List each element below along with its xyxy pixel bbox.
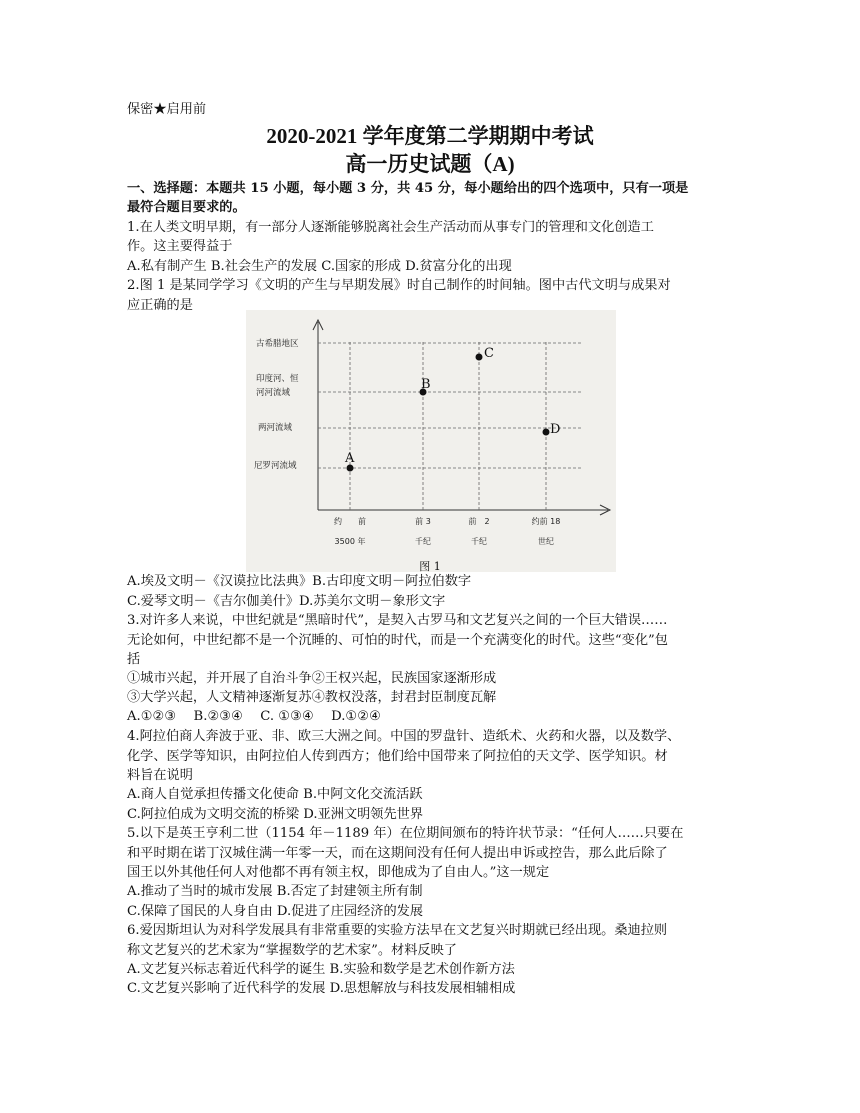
point-c <box>476 354 483 361</box>
x-label-top-3: 前 2 <box>468 517 490 526</box>
x-label-bottom-3: 千纪 <box>471 537 487 546</box>
q2-options-line1: A.埃及文明－《汉谟拉比法典》B.古印度文明－阿拉伯数字 <box>127 574 472 589</box>
point-label-a: A <box>345 451 355 466</box>
q5-stem-line3: 国王以外其他任何人对他都不再有领主权，即他成为了自由人。”这一规定 <box>127 865 550 880</box>
section-heading-line1: 一、选择题：本题共 15 小题，每小题 3 分，共 45 分，每小题给出的四个选项中，只有一项是 <box>127 181 689 196</box>
x-label-bottom-1: 3500 年 <box>334 537 366 546</box>
q3-stem-line3: 括 <box>127 652 141 667</box>
q5-options-line2: C.保障了国民的人身自由 D.促进了庄园经济的发展 <box>127 904 424 919</box>
timeline-figure <box>246 310 616 572</box>
point-label-c: C <box>484 346 494 361</box>
x-label-top-1: 约 前 <box>334 517 366 526</box>
q3-item-line1: ①城市兴起，并开展了自治斗争②王权兴起，民族国家逐渐形成 <box>127 671 497 686</box>
q3-stem-line1: 3.对许多人来说，中世纪就是“黑暗时代”，是契入古罗马和文艺复兴之间的一个巨大错误…… <box>127 613 668 628</box>
exam-title: 2020-2021 学年度第二学期期中考试 <box>266 124 594 148</box>
x-label-bottom-4: 世纪 <box>538 537 554 546</box>
x-label-top-4: 约前 18 <box>531 517 561 526</box>
q1-stem-line2: 作。这主要得益于 <box>127 239 233 254</box>
q2-stem-line2: 应正确的是 <box>127 298 193 313</box>
exam-subtitle: 高一历史试题（A) <box>345 152 515 176</box>
y-label-indus-1: 印度河、恒 <box>256 374 299 384</box>
q6-options-line2: C.文艺复兴影响了近代科学的发展 D.思想解放与科技发展相辅相成 <box>127 981 516 996</box>
q2-options-line2: C.爱琴文明－《吉尔伽美什》D.苏美尔文明－象形文字 <box>127 594 446 609</box>
q6-stem-line2: 称文艺复兴的艺术家为“掌握数学的艺术家”。材料反映了 <box>127 943 457 958</box>
confidential-label: 保密★启用前 <box>127 102 207 117</box>
q5-stem-line1: 5.以下是英王亨利二世（1154 年－1189 年）在位期间颁布的特许状节录：“任何人……只要在 <box>127 826 684 841</box>
q6-stem-line1: 6.爱因斯坦认为对科学发展具有非常重要的实验方法早在文艺复兴时期就已经出现。桑迪拉则 <box>127 923 668 938</box>
q6-options-line1: A.文艺复兴标志着近代科学的诞生 B.实验和数学是艺术创作新方法 <box>127 962 515 977</box>
point-label-b: B <box>421 377 431 392</box>
q5-options-line1: A.推动了当时的城市发展 B.否定了封建领主所有制 <box>127 884 423 899</box>
x-label-bottom-2: 千纪 <box>415 537 431 546</box>
q4-stem-line1: 4.阿拉伯商人奔波于亚、非、欧三大洲之间。中国的罗盘针、造纸术、火药和火器，以及数学、 <box>127 729 681 744</box>
x-label-top-2: 前 3 <box>415 517 431 526</box>
q5-stem-line2: 和平时期在诺丁汉城住满一年零一天，而在这期间没有任何人提出申诉或控告，那么此后除了 <box>127 846 668 861</box>
y-label-greece: 古希腊地区 <box>256 339 299 349</box>
q3-stem-line2: 无论如何，中世纪都不是一个沉睡的、可怕的时代，而是一个充满变化的时代。这些“变化”包 <box>127 633 668 648</box>
y-label-nile: 尼罗河流域 <box>254 461 297 471</box>
q3-item-line2: ③大学兴起，人文精神逐渐复苏④教权没落，封君封臣制度瓦解 <box>127 690 497 705</box>
q4-options-line1: A.商人自觉承担传播文化使命 B.中阿文化交流活跃 <box>127 787 423 802</box>
q1-stem-line1: 1.在人类文明早期，有一部分人逐渐能够脱离社会生产活动而从事专门的管理和文化创造工 <box>127 220 654 235</box>
q4-options-line2: C.阿拉伯成为文明交流的桥梁 D.亚洲文明领先世界 <box>127 807 424 822</box>
timeline-chart <box>246 310 616 572</box>
q2-stem-line1: 2.图 1 是某同学学习《文明的产生与早期发展》时自己制作的时间轴。图中古代文明与成果对 <box>127 278 671 293</box>
y-label-mesopotamia: 两河流域 <box>258 423 293 433</box>
q4-stem-line2: 化学、医学等知识，由阿拉伯人传到西方；他们给中国带来了阿拉伯的天文学、医学知识。材 <box>127 749 668 764</box>
point-label-d: D <box>550 422 561 437</box>
q3-options: A.①②③ B.②③④ C. ①③④ D.①②④ <box>127 709 381 724</box>
q4-stem-line3: 料旨在说明 <box>127 768 193 783</box>
y-label-indus-2: 河河流域 <box>256 388 291 398</box>
q1-options: A.私有制产生 B.社会生产的发展 C.国家的形成 D.贫富分化的出现 <box>127 259 512 274</box>
section-heading-line2: 最符合题目要求的。 <box>127 200 246 215</box>
figure-caption: 图 1 <box>419 560 441 573</box>
point-d <box>543 429 550 436</box>
